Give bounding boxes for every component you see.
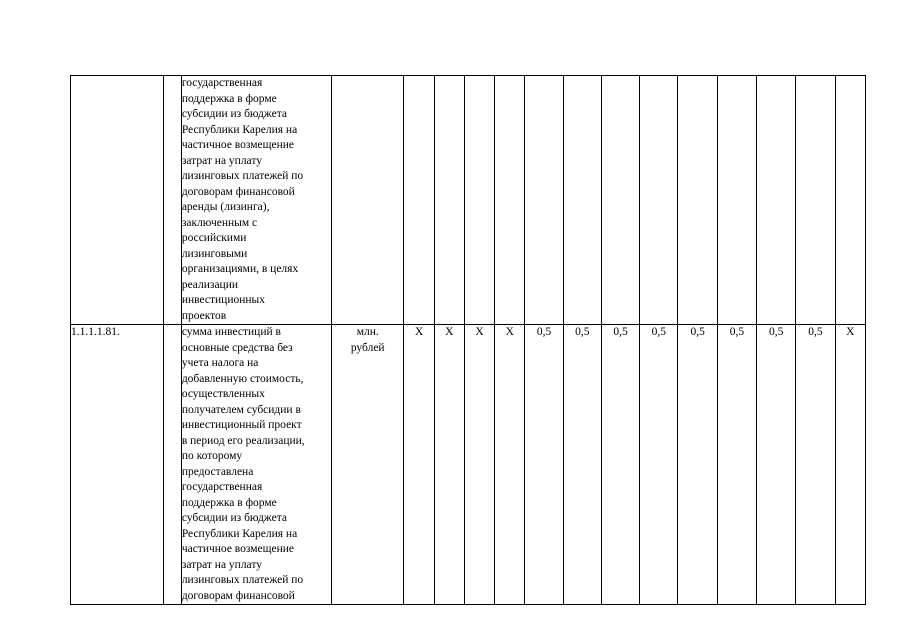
value-cell: 0,5	[717, 325, 756, 605]
unit-cell	[331, 76, 404, 325]
value-cell	[757, 76, 796, 325]
unit-text: млн. рублей	[350, 326, 385, 354]
value-cell	[678, 76, 717, 325]
value-cell	[796, 76, 835, 325]
value-cell: 0,5	[796, 325, 835, 605]
table-row	[71, 76, 866, 325]
indicator-description-text: государственная поддержка в форме субсидии из бюджета Республики Карелия на частичное возмещение затрат на уплату лизинговых платежей по договорам финансовой аренды (лизинга), заключенным с российскими лизинговыми организациями, в целях реализации инвестиционных проектов	[181, 77, 304, 322]
value-cell: X	[464, 325, 494, 605]
value-cell	[464, 76, 494, 325]
value-cell	[717, 76, 756, 325]
value-cell	[563, 76, 601, 325]
value-cell: X	[434, 325, 464, 605]
table-row	[71, 325, 866, 605]
value-cell: 0,5	[563, 325, 601, 605]
value-cell: 0,5	[525, 325, 563, 605]
indicators-table	[70, 75, 866, 605]
narrow-blank-cell	[163, 325, 181, 605]
value-cell: X	[835, 325, 865, 605]
unit-cell	[331, 325, 404, 605]
table-body	[71, 76, 866, 605]
indicator-description-cell	[181, 76, 331, 325]
value-cell	[835, 76, 865, 325]
row-number-cell	[71, 76, 164, 325]
value-cell	[601, 76, 639, 325]
row-number-cell: 1.1.1.1.81.	[71, 325, 164, 605]
indicator-description-text: сумма инвестиций в основные средства без учета налога на добавленную стоимость, осуществленных получателем субсидии в инвестиционный проект в период его реализации, по которому предоставлена государственная поддержка в форме субсидии из бюджета Республики Карелия на частичное возмещение затрат на уплату лизинговых платежей по договорам финансовой	[181, 326, 305, 602]
value-cell: X	[495, 325, 525, 605]
value-cell: 0,5	[757, 325, 796, 605]
value-cell	[525, 76, 563, 325]
value-cell	[640, 76, 678, 325]
value-cell: 0,5	[640, 325, 678, 605]
value-cell	[495, 76, 525, 325]
value-cell: 0,5	[678, 325, 717, 605]
value-cell	[404, 76, 434, 325]
value-cell	[434, 76, 464, 325]
value-cell: 0,5	[601, 325, 639, 605]
narrow-blank-cell	[163, 76, 181, 325]
indicator-description-cell	[181, 325, 331, 605]
value-cell: X	[404, 325, 434, 605]
